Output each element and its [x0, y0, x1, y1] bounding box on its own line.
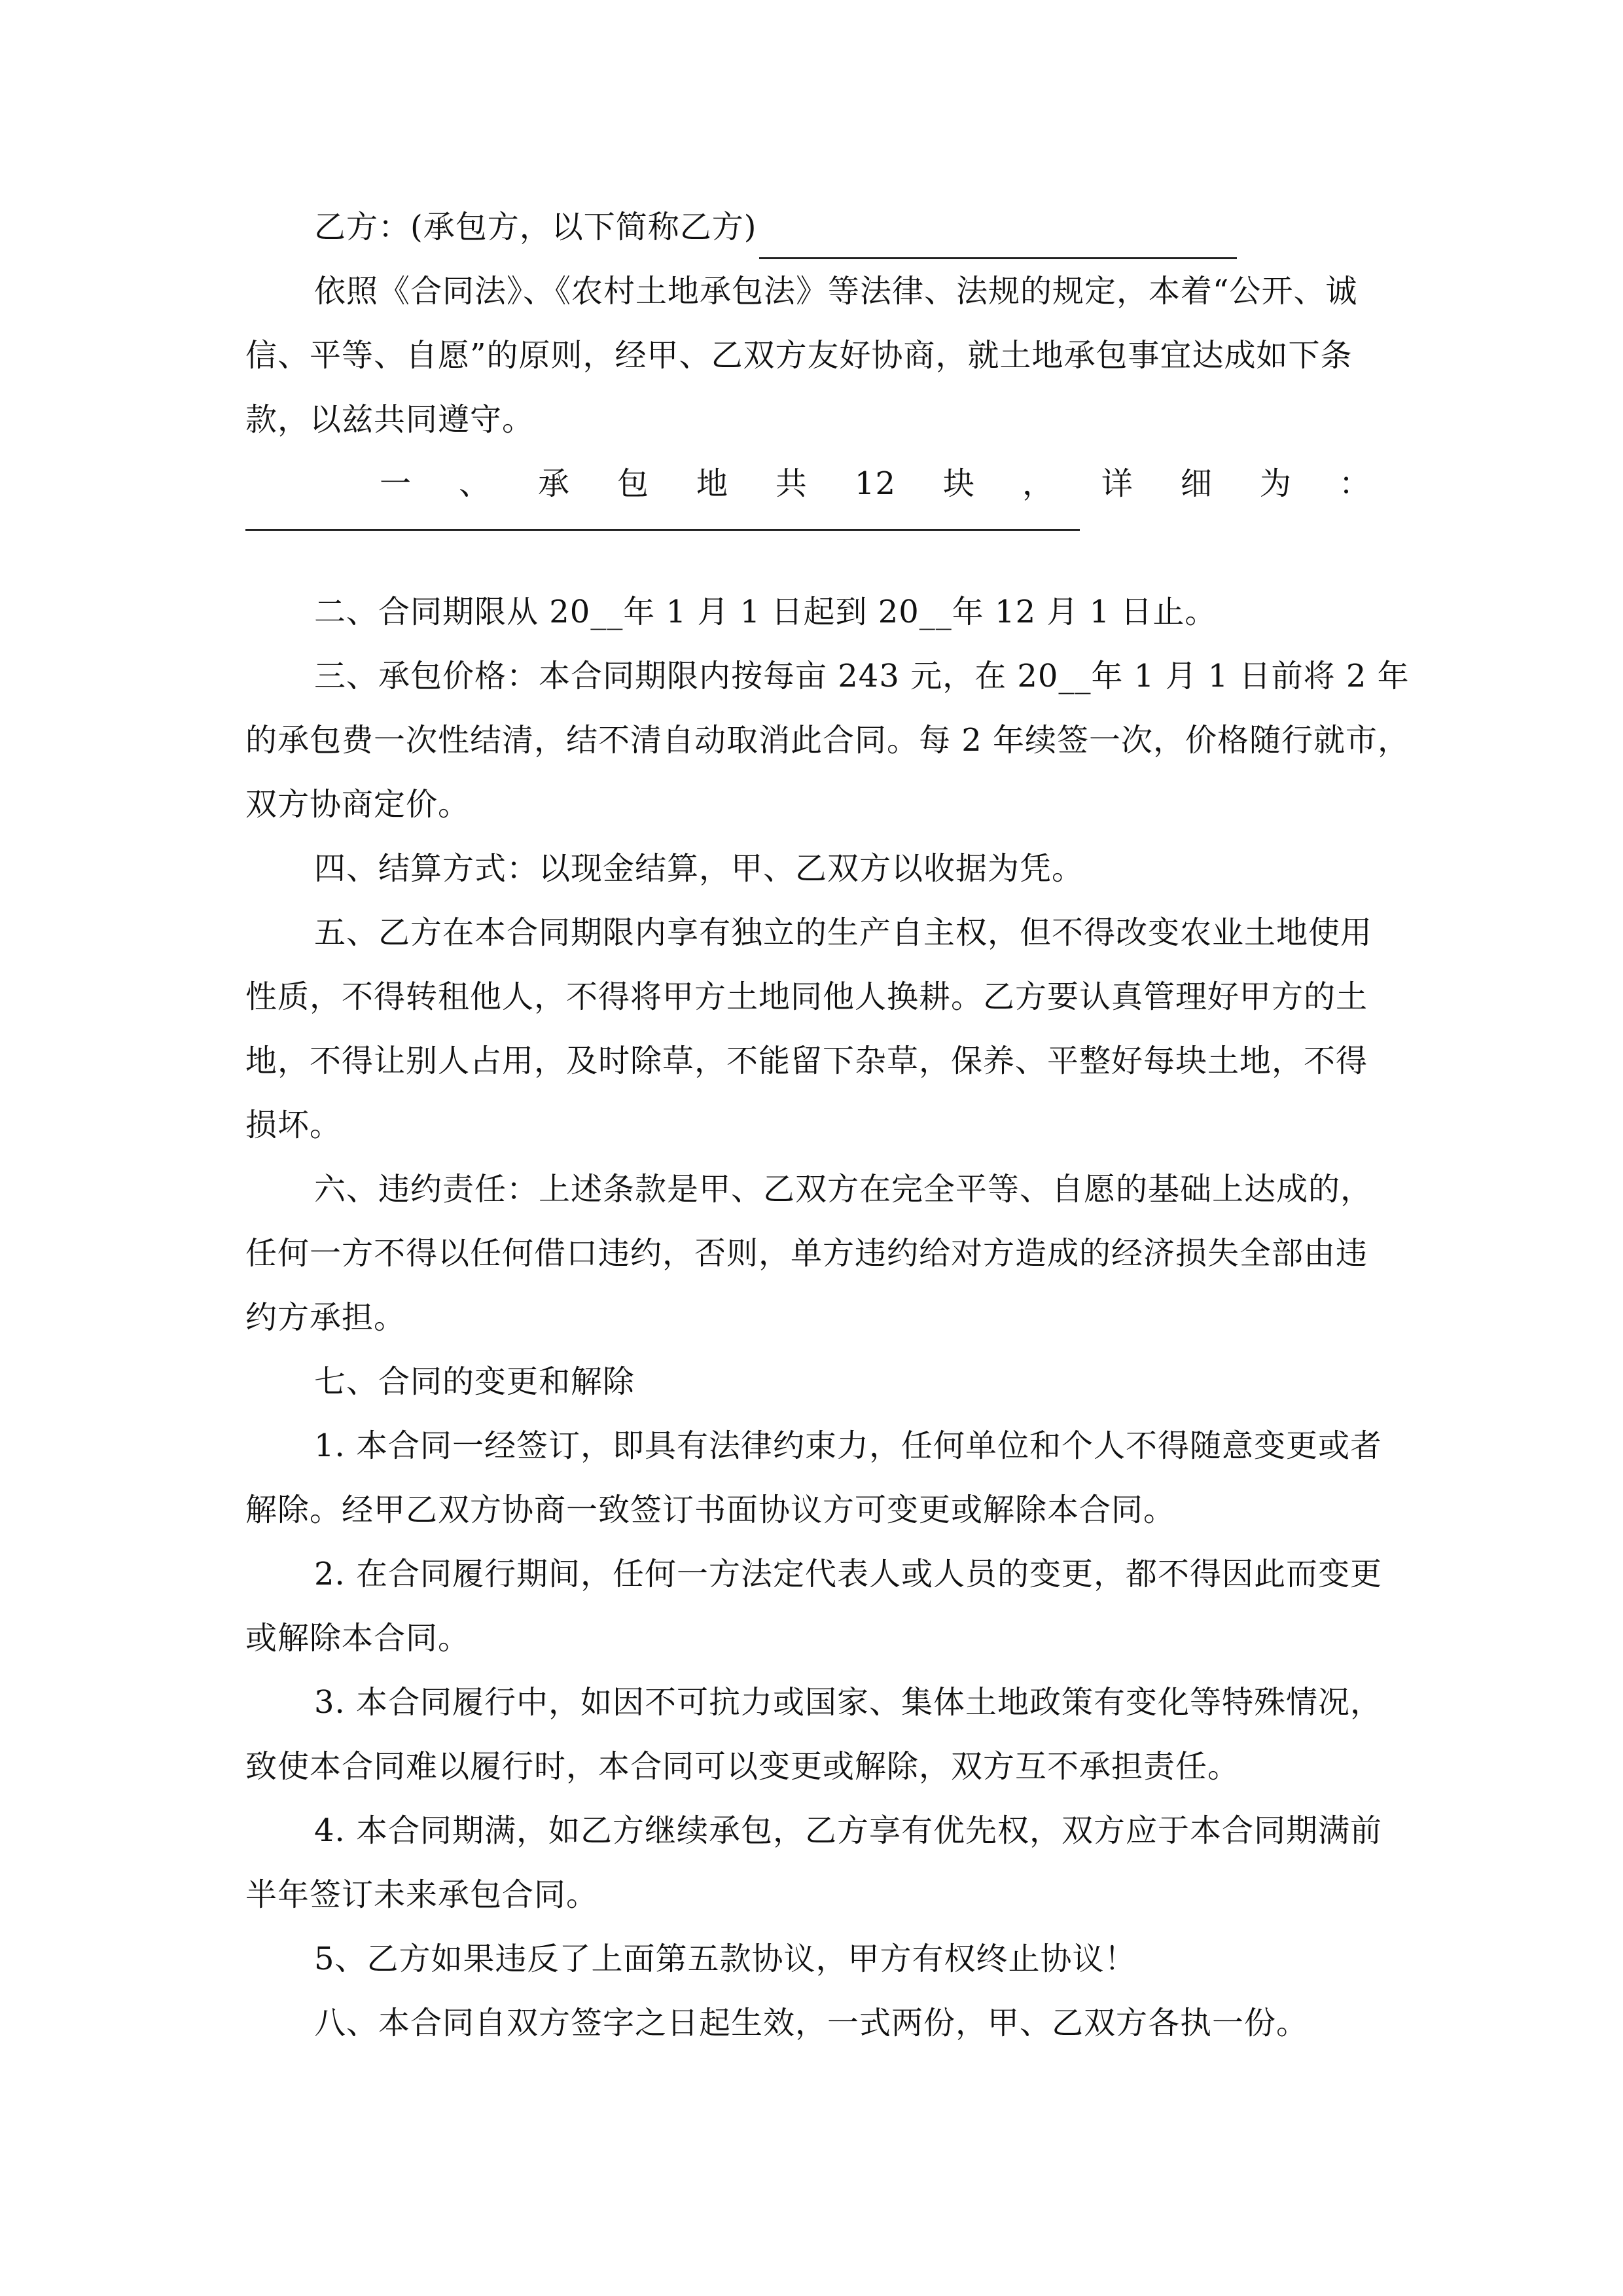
clause-7-item-4-line-1: 4. 本合同期满，如乙方继续承包，乙方享有优先权，双方应于本合同期满前 [314, 1812, 1383, 1849]
clause-5-line-1: 五、乙方在本合同期限内享有独立的生产自主权，但不得改变农业土地使用 [314, 914, 1373, 951]
clause-1-char: 地 [696, 465, 728, 502]
party-b-label: 乙方：(承包方，以下简称乙方) [314, 209, 757, 245]
clause-7-item-5-line-1: 5、乙方如果违反了上面第五款协议，甲方有权终止协议！ [314, 1941, 1137, 1977]
clause-1-char: ： [1338, 465, 1371, 502]
clause-1-char: 一 [380, 465, 412, 502]
clause-1-char: 详 [1101, 465, 1133, 502]
clause-1-char: 为 [1259, 465, 1292, 502]
clause-1-char: 包 [616, 465, 649, 502]
clause-7-item-1-line-1: 1. 本合同一经签订，即具有法律约束力，任何单位和个人不得随意变更或者 [314, 1427, 1383, 1464]
party-b-blank-underline [759, 219, 1237, 259]
clause-1-blank-line [245, 516, 1378, 555]
clause-4-line-1: 四、结算方式：以现金结算，甲、乙双方以收据为凭。 [314, 850, 1084, 887]
contract-body [245, 195, 1410, 2055]
clause-1-line [245, 452, 1378, 516]
clause-3-line-3: 双方协商定价。 [245, 786, 471, 823]
clause-7-item-2-line-2: 或解除本合同。 [245, 1620, 471, 1657]
intro-line-3: 款，以兹共同遵守。 [245, 401, 535, 438]
clause-1-char: 、 [458, 465, 491, 502]
clause-8-line-1: 八、本合同自双方签字之日起生效，一式两份，甲、乙双方各执一份。 [314, 2005, 1309, 2041]
clause-1-char: 细 [1180, 465, 1213, 502]
clause-3-line-2: 的承包费一次性结清，结不清自动取消此合同。每 2 年续签一次，价格随行就市， [245, 722, 1410, 759]
clause-1-count: 12 [854, 465, 896, 502]
clause-5-line-4: 损坏。 [245, 1107, 342, 1143]
clause-6-line-3: 约方承担。 [245, 1299, 406, 1336]
clause-1-char: ， [1022, 465, 1054, 502]
clause-7-item-3-line-2: 致使本合同难以履行时，本合同可以变更或解除，双方互不承担责任。 [245, 1748, 1240, 1785]
clause-1-char: 共 [775, 465, 808, 502]
clause-5-line-2: 性质，不得转租他人，不得将甲方土地同他人换耕。乙方要认真管理好甲方的土 [245, 978, 1368, 1015]
clause-1-char: 承 [537, 465, 570, 502]
clause-5-line-3: 地，不得让别人占用，及时除草，不能留下杂草，保养、平整好每块土地，不得 [245, 1043, 1368, 1079]
clause-7-item-2-line-1: 2. 在合同履行期间，任何一方法定代表人或人员的变更，都不得因此而变更 [314, 1556, 1383, 1592]
clause-6-line-1: 六、违约责任：上述条款是甲、乙双方在完全平等、自愿的基础上达成的， [314, 1171, 1373, 1208]
clause-7-item-1-line-2: 解除。经甲乙双方协商一致签订书面协议方可变更或解除本合同。 [245, 1492, 1176, 1528]
clause-7-title: 七、合同的变更和解除 [314, 1363, 635, 1400]
intro-line-1: 依照《合同法》、《农村土地承包法》等法律、法规的规定，本着“公开、诚 [314, 273, 1358, 310]
party-b-line [245, 195, 1378, 259]
spacer [245, 555, 1378, 580]
clause-1-char: 块 [942, 465, 975, 502]
clause-7-item-3-line-1: 3. 本合同履行中，如因不可抗力或国家、集体土地政策有变化等特殊情况， [314, 1684, 1383, 1721]
clause-6-line-2: 任何一方不得以任何借口违约，否则，单方违约给对方造成的经济损失全部由违 [245, 1235, 1368, 1272]
clause-7-item-4-line-2: 半年签订未来承包合同。 [245, 1876, 599, 1913]
clause-2-line-1: 二、合同期限从 20__年 1 月 1 日起到 20__年 12 月 1 日止。 [314, 594, 1217, 630]
clause-1-blank-underline [245, 529, 1080, 531]
intro-line-2: 信、平等、自愿”的原则，经甲、乙双方友好协商，就土地承包事宜达成如下条 [245, 337, 1353, 374]
clause-3-line-1: 三、承包价格：本合同期限内按每亩 243 元，在 20__年 1 月 1 日前将 2 年 [314, 658, 1410, 694]
